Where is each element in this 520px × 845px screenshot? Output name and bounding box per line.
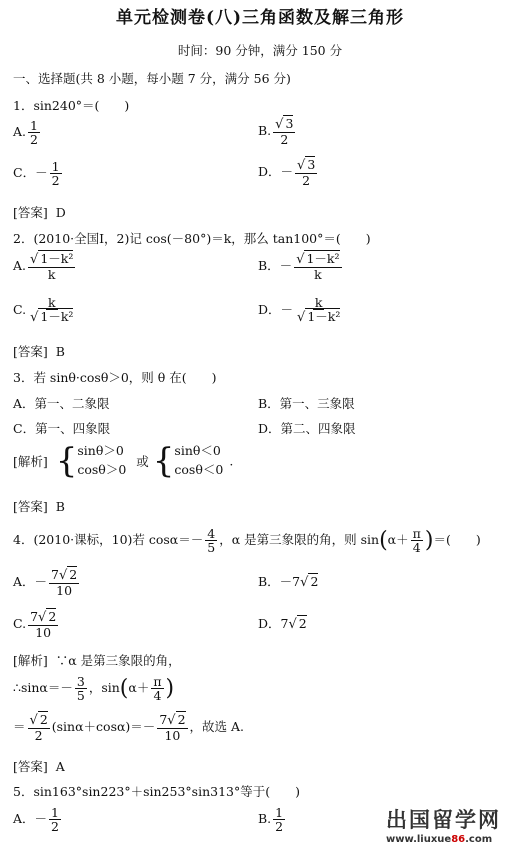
q1-option-a: A. $\frac{1}{2}$ bbox=[13, 118, 38, 148]
q4-stem: 4．(2010·课标，10)若 cosα＝－ $\frac{4}{5}$ ，α 是第三象限的角，则 sin(α＋ $\frac{\pi}{4}$ )＝( ) bbox=[13, 526, 481, 556]
q5-option-a: A．－ $\frac{1}{2}$ bbox=[13, 805, 59, 835]
q3-analysis: [解析] { sinθ＞0 cosθ＞0 或 { sinθ＜0 cosθ＜0 . bbox=[13, 440, 234, 481]
q4-analysis-line3: ＝ $\frac{√ 2}{2}$ (sinα＋cosα)＝－ $\frac{7√ 2}{10}$ ，故选 A. bbox=[13, 712, 244, 743]
q4-option-c: C. $\frac{7√ 2}{10}$ bbox=[13, 609, 57, 640]
q2-option-d: D．－ $\frac{k}{\text{√ 1－k²}}$ bbox=[258, 295, 341, 326]
q4-option-a: A．－ $\frac{7√ 2}{10}$ bbox=[13, 567, 78, 598]
q3-option-d: D．第二、四象限 bbox=[258, 421, 356, 436]
q4-answer: [答案] A bbox=[13, 759, 65, 774]
q4-analysis-line1: [解析] ∵α 是第三象限的角， bbox=[13, 653, 181, 668]
q3-option-c: C．第一、四象限 bbox=[13, 421, 111, 436]
section-heading: 一、选择题(共 8 小题，每小题 7 分，满分 56 分) bbox=[13, 71, 291, 86]
q4-option-b: B．－7√ 2 bbox=[258, 574, 319, 590]
q5-option-b: B. $\frac{1}{2}$ bbox=[258, 805, 284, 835]
q1-option-b: B. $\frac{√ 3}{2}$ bbox=[258, 116, 294, 147]
q2-answer: [答案] B bbox=[13, 344, 65, 359]
q3-stem: 3．若 sinθ·cosθ＞0，则 θ 在( ) bbox=[13, 370, 217, 385]
page-title: 单元检测卷(八)三角函数及解三角形 bbox=[115, 8, 405, 28]
q1-option-c: C．－ $\frac{1}{2}$ bbox=[13, 159, 60, 189]
q4-option-d: D．7√ 2 bbox=[258, 616, 307, 632]
q3-option-a: A．第一、二象限 bbox=[13, 396, 110, 411]
q1-answer: [答案] D bbox=[13, 205, 66, 220]
q2-stem: 2．(2010·全国Ⅰ，2)记 cos(－80°)＝k，那么 tan100°＝( ) bbox=[13, 231, 371, 246]
q1-stem: 1．sin240°＝( ) bbox=[13, 98, 130, 113]
q5-stem: 5．sin163°sin223°＋sin253°sin313°等于( ) bbox=[13, 784, 300, 799]
watermark-text: 出国留学网 bbox=[386, 808, 501, 832]
q4-analysis-line2: ∴sinα＝－ $\frac{3}{5}$ ，sin(α＋ $\frac{\pi}{4}$ ) bbox=[13, 674, 175, 704]
page-subtitle: 时间：90 分钟，满分 150 分 bbox=[177, 43, 343, 58]
q3-option-b: B．第一、三象限 bbox=[258, 396, 355, 411]
q2-option-b: B．－ $\frac{\text{√ 1－k²}}{k}$ bbox=[258, 251, 340, 282]
q2-option-a: A. $\frac{\text{√ 1－k²}}{k}$ bbox=[13, 251, 74, 282]
site-watermark bbox=[386, 804, 516, 845]
q3-answer: [答案] B bbox=[13, 499, 65, 514]
watermark-url: www.liuxue86.com bbox=[386, 834, 493, 845]
q2-option-c: C. $\frac{k}{\text{√ 1－k²}}$ bbox=[13, 295, 74, 326]
q1-option-d: D．－ $\frac{√ 3}{2}$ bbox=[258, 157, 316, 188]
